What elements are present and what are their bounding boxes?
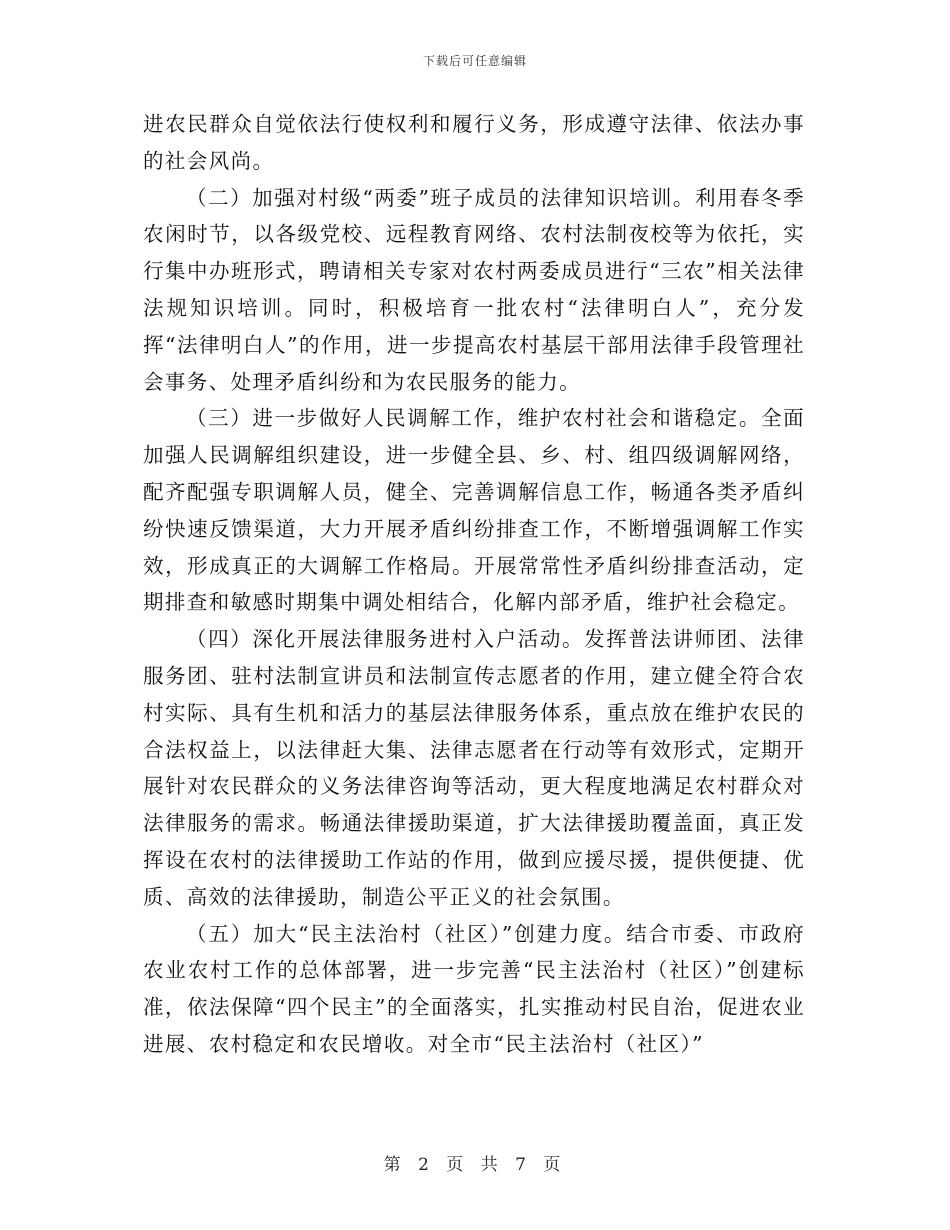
page-header: 下载后可任意编辑 xyxy=(422,54,527,68)
paragraph-section-2: （二）加强对村级“两委”班子成员的法律知识培训。利用春冬季农闲时节，以各级党校、远程教育网络、农村法制夜校等为依托，实行集中办班形式，聘请相关专家对农村两委成员进行“三农”相关法律法规知识培训。同时，积极培育一批农村“法律明白人”，充分发挥“法律明白人”的作用，进一步提高农村基层干部用法律手段管理社会事务、处理矛盾纠纷和为农民服务的能力。 xyxy=(143,185,805,394)
page-number-footer: 第 2 页 共 7 页 xyxy=(383,1155,567,1175)
paragraph-section-3: （三）进一步做好人民调解工作，维护农村社会和谐稳定。全面加强人民调解组织建设，进一步健全县、乡、村、组四级调解网络，配齐配强专职调解人员，健全、完善调解信息工作，畅通各类矛盾纠纷快速反馈渠道，大力开展矛盾纠纷排查工作，不断增强调解工作实效，形成真正的大调解工作格局。开展常常性矛盾纠纷排查活动，定期排查和敏感时期集中调处相结合，化解内部矛盾，维护社会稳定。 xyxy=(143,406,805,615)
document-body xyxy=(143,106,805,1063)
paragraph-section-4: （四）深化开展法律服务进村入户活动。发挥普法讲师团、法律服务团、驻村法制宣讲员和法制宣传志愿者的作用，建立健全符合农村实际、具有生机和活力的基层法律服务体系，重点放在维护农民的合法权益上，以法律赶大集、法律志愿者在行动等有效形式，定期开展针对农民群众的义务法律咨询等活动，更大程度地满足农村群众对法律服务的需求。畅通法律援助渠道，扩大法律援助覆盖面，真正发挥设在农村的法律援助工作站的作用，做到应援尽援，提供便捷、优质、高效的法律援助，制造公平正义的社会氛围。 xyxy=(143,627,805,909)
paragraph-section-5: （五）加大“民主法治村（社区）”创建力度。结合市委、市政府农业农村工作的总体部署，进一步完善“民主法治村（社区）”创建标准，依法保障“四个民主”的全面落实，扎实推动村民自治，促进农业进展、农村稳定和农民增收。对全市“民主法治村（社区）” xyxy=(143,921,805,1056)
paragraph-continuation: 进农民群众自觉依法行使权利和履行义务，形成遵守法律、依法办事的社会风尚。 xyxy=(143,112,805,173)
